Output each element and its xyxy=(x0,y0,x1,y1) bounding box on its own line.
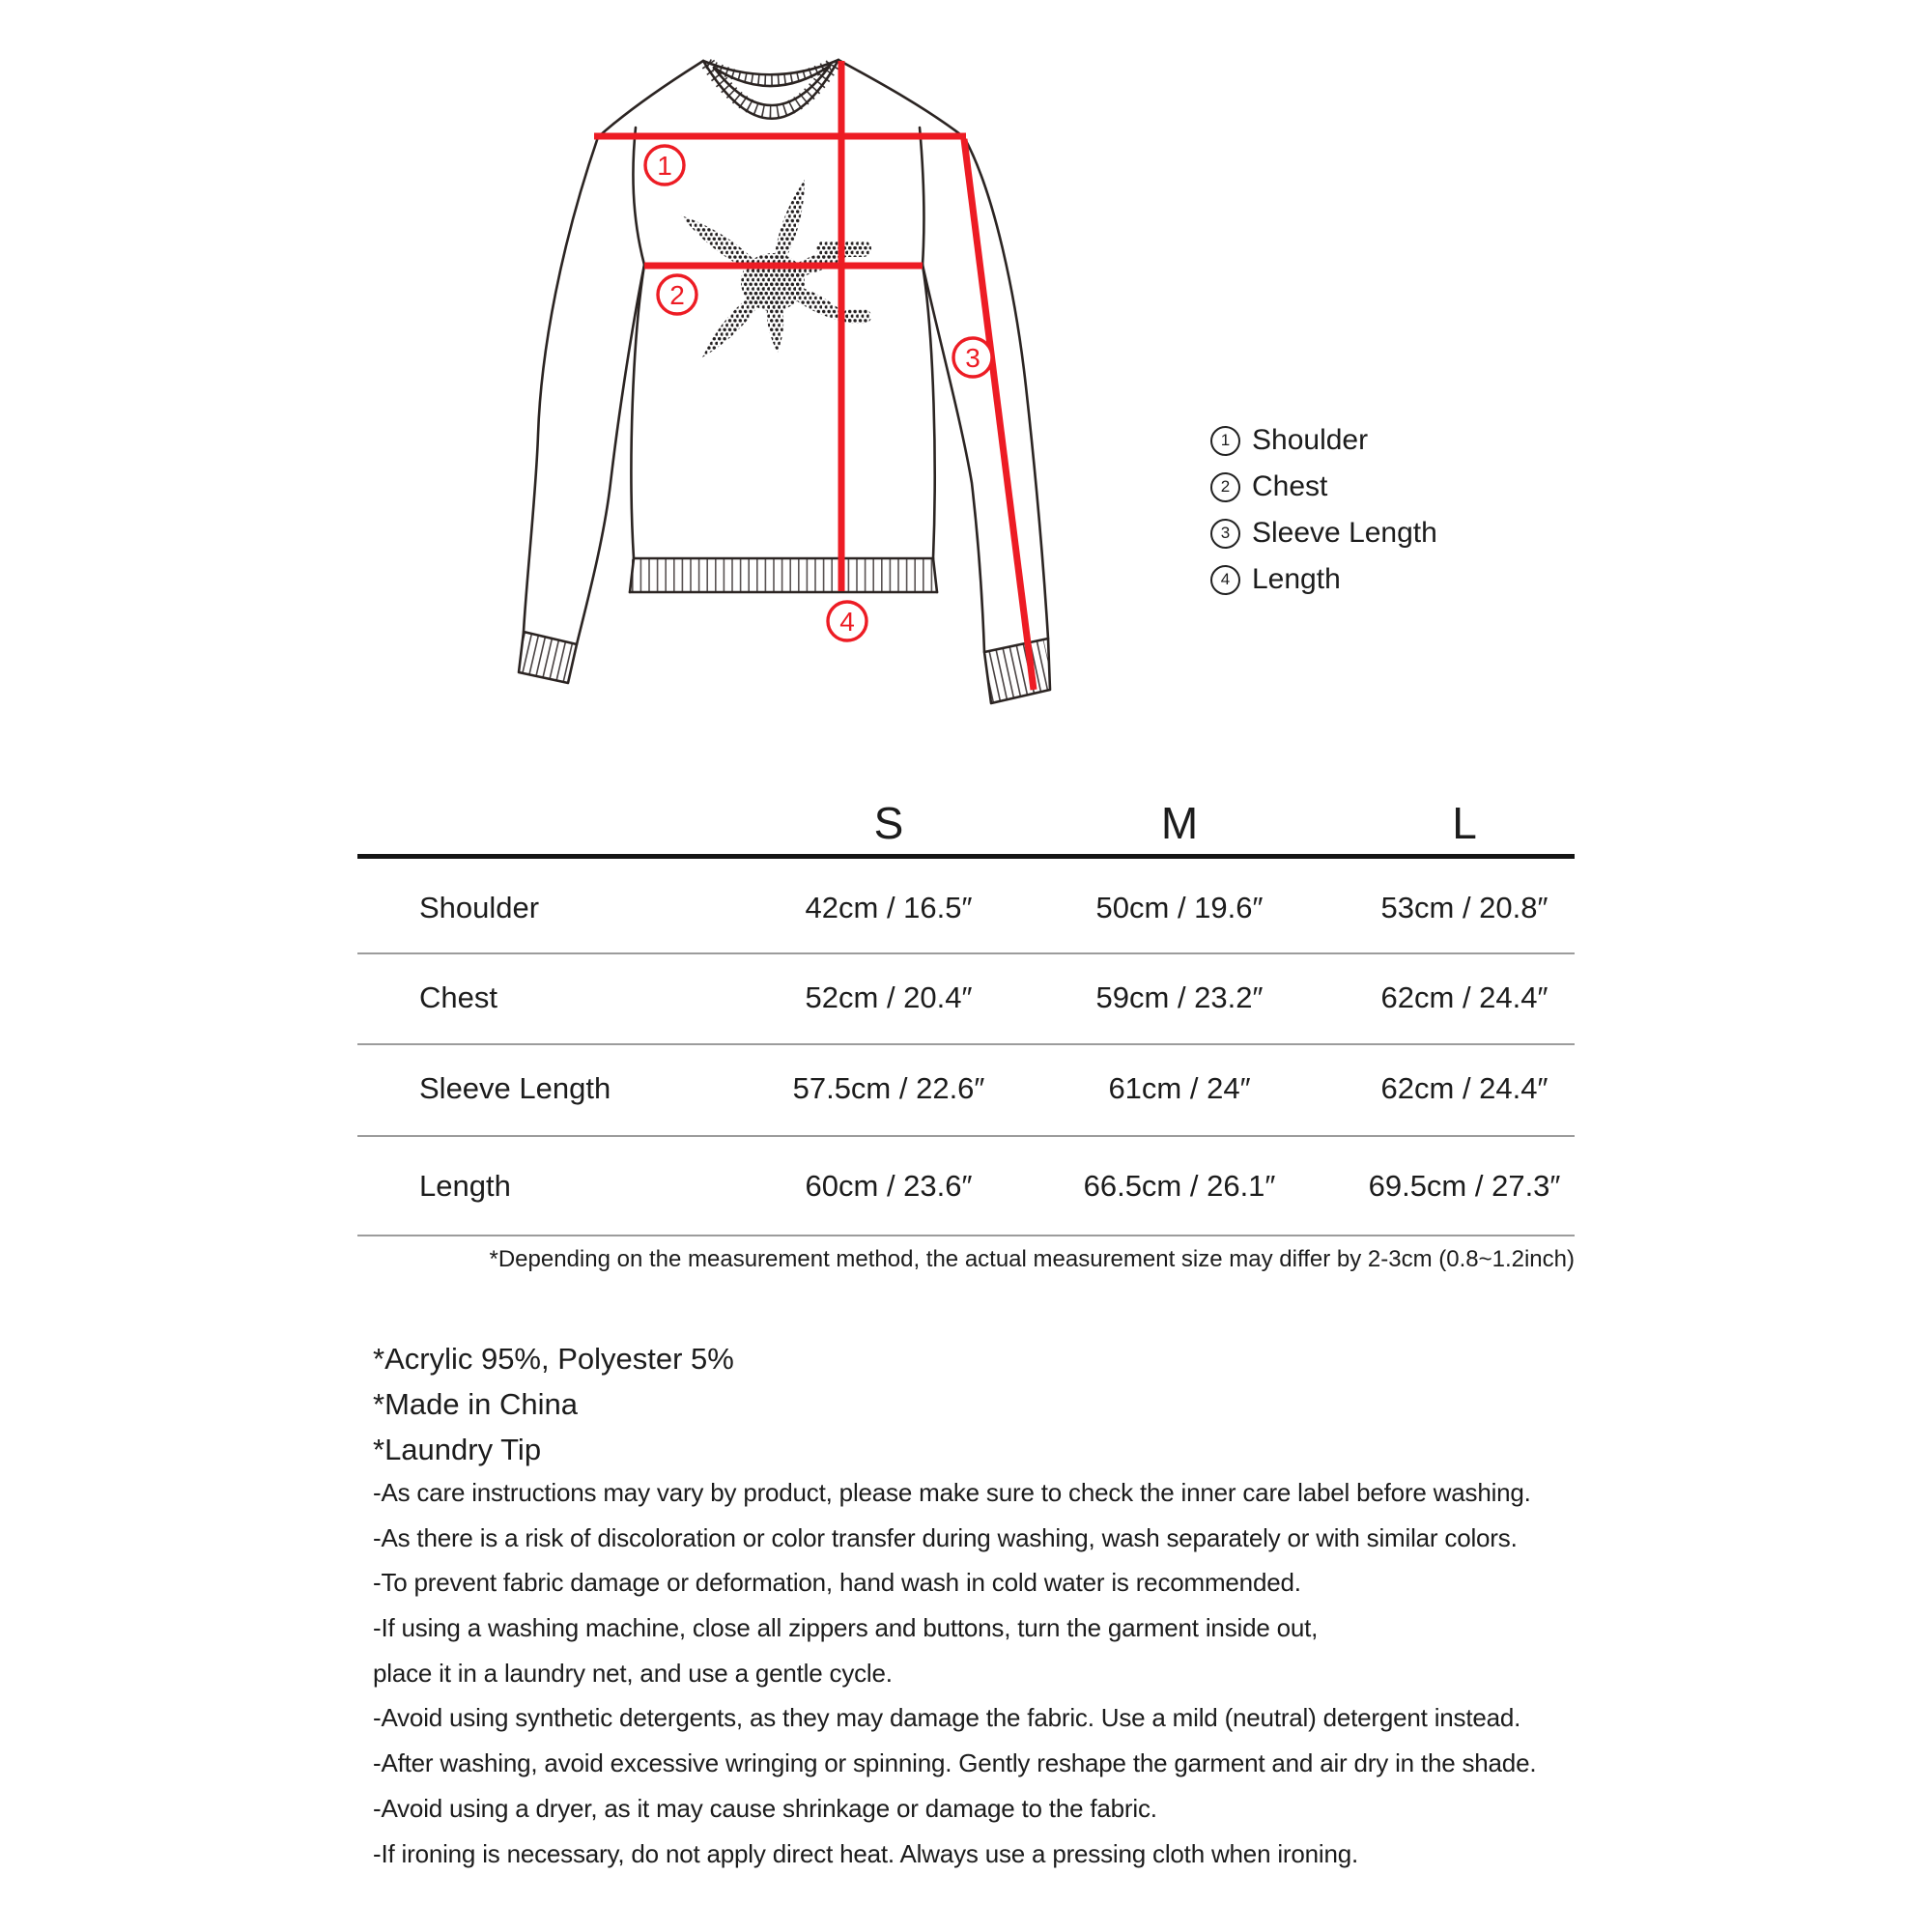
care-line: -As care instructions may vary by product, please make sure to check the inner care label before washing. xyxy=(373,1478,1531,1507)
cell-chest-l: 62cm / 24.4″ xyxy=(1380,980,1548,1014)
table-row-chest xyxy=(357,967,1575,1029)
column-header-s: S xyxy=(873,798,904,848)
care-line: -If ironing is necessary, do not apply direct heat. Always use a pressing cloth when ironing. xyxy=(373,1838,1359,1868)
svg-text:1: 1 xyxy=(657,151,672,181)
circled-number-2: 2 xyxy=(1210,472,1240,502)
measurement-marks xyxy=(645,146,992,640)
cell-shoulder-s: 42cm / 16.5″ xyxy=(805,891,973,924)
row-label: Length xyxy=(419,1169,511,1203)
svg-text:4: 4 xyxy=(839,607,855,637)
size-table-header xyxy=(357,792,1575,854)
legend-label: Length xyxy=(1252,563,1341,595)
sweater-outline xyxy=(519,60,1050,703)
table-header-rule xyxy=(357,854,1575,859)
mark-chest xyxy=(658,275,696,314)
legend-item-sleeve-length xyxy=(1210,510,1437,556)
column-header-l: L xyxy=(1452,798,1477,848)
row-divider xyxy=(357,1135,1575,1137)
row-label: Sleeve Length xyxy=(419,1071,611,1105)
cell-shoulder-m: 50cm / 19.6″ xyxy=(1095,891,1264,924)
row-label: Shoulder xyxy=(419,891,540,924)
legend-item-length xyxy=(1210,556,1437,603)
care-line: -Avoid using a dryer, as it may cause shrinkage or damage to the fabric. xyxy=(373,1793,1157,1823)
column-header-m: M xyxy=(1160,798,1199,848)
cell-length-l: 69.5cm / 27.3″ xyxy=(1368,1169,1561,1203)
care-line: -As there is a risk of discoloration or color transfer during washing, wash separately or with similar colors. xyxy=(373,1522,1518,1552)
row-label: Chest xyxy=(419,980,497,1014)
legend-item-shoulder xyxy=(1210,417,1437,464)
cell-chest-s: 52cm / 20.4″ xyxy=(805,980,973,1014)
table-row-shoulder xyxy=(357,877,1575,939)
mark-shoulder xyxy=(645,146,684,185)
materials-line: *Acrylic 95%, Polyester 5% xyxy=(373,1342,734,1376)
legend-label: Chest xyxy=(1252,470,1328,502)
cell-sleeve-s: 57.5cm / 22.6″ xyxy=(792,1071,985,1105)
care-line: -To prevent fabric damage or deformation, hand wash in cold water is recommended. xyxy=(373,1568,1301,1598)
circled-number-3: 3 xyxy=(1210,519,1240,549)
svg-text:2: 2 xyxy=(669,280,685,310)
measurement-legend xyxy=(1210,417,1437,603)
cell-length-s: 60cm / 23.6″ xyxy=(805,1169,973,1203)
legend-label: Sleeve Length xyxy=(1252,517,1437,549)
cell-shoulder-l: 53cm / 20.8″ xyxy=(1380,891,1548,924)
laundry-tip-title: *Laundry Tip xyxy=(373,1433,542,1466)
cell-sleeve-m: 61cm / 24″ xyxy=(1108,1071,1251,1105)
cell-sleeve-l: 62cm / 24.4″ xyxy=(1380,1071,1548,1105)
sweater-measurement-diagram xyxy=(483,19,1159,753)
circled-number-1: 1 xyxy=(1210,426,1240,456)
table-row-sleeve-length xyxy=(357,1058,1575,1120)
svg-text:3: 3 xyxy=(965,343,980,373)
table-row-length xyxy=(357,1155,1575,1217)
row-divider xyxy=(357,952,1575,954)
care-line: -Avoid using synthetic detergents, as they may damage the fabric. Use a mild (neutral) detergent instead. xyxy=(373,1703,1521,1733)
cell-chest-m: 59cm / 23.2″ xyxy=(1095,980,1264,1014)
mark-length xyxy=(828,602,867,640)
origin-line: *Made in China xyxy=(373,1387,578,1421)
care-line: place it in a laundry net, and use a gentle cycle. xyxy=(373,1658,893,1688)
row-divider xyxy=(357,1043,1575,1045)
mark-sleeve xyxy=(953,338,992,377)
circled-number-4: 4 xyxy=(1210,565,1240,595)
care-line: -If using a washing machine, close all zippers and buttons, turn the garment inside out, xyxy=(373,1613,1319,1643)
care-line: -After washing, avoid excessive wringing or spinning. Gently reshape the garment and air dry in the shade. xyxy=(373,1748,1537,1778)
product-info xyxy=(373,1336,734,1472)
legend-label: Shoulder xyxy=(1252,424,1369,456)
sleeve-line xyxy=(964,139,1034,690)
cell-length-m: 66.5cm / 26.1″ xyxy=(1083,1169,1276,1203)
table-bottom-rule xyxy=(357,1235,1575,1236)
measurement-note: *Depending on the measurement method, the actual measurement size may differ by 2-3cm (0.8~1.2inch) xyxy=(489,1246,1575,1272)
legend-item-chest xyxy=(1210,464,1437,510)
care-instructions xyxy=(373,1470,1536,1876)
